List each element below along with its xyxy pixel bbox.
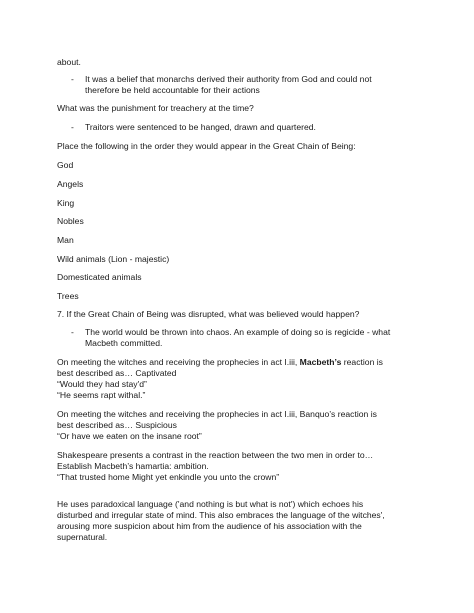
quote-line: “Or have we eaten on the insane root”: [57, 431, 202, 441]
question: What was the punishment for treachery at the time?: [57, 103, 254, 113]
quote-line: “He seems rapt withal.”: [57, 390, 146, 400]
chain-item: Trees: [57, 291, 79, 301]
text-line: about.: [57, 57, 81, 67]
bullet-text: It was a belief that monarchs derived their authority from God and could not: [85, 74, 372, 84]
chain-item: Domesticated animals: [57, 272, 142, 282]
text-span: On meeting the witches and receiving the prophecies in act I.iii,: [57, 357, 300, 367]
paragraph-line: [57, 357, 383, 368]
bullet-text: Macbeth committed.: [85, 338, 163, 348]
paragraph-line: disturbed and irregular state of mind. This also embraces the language of the witches',: [57, 510, 385, 520]
paragraph-line: Shakespeare presents a contrast in the reaction between the two men in order to…: [57, 450, 374, 460]
bullet-dash: -: [71, 122, 74, 132]
paragraph-line: arousing more suspicion about him from the audience of his association with the: [57, 521, 362, 531]
chain-item: God: [57, 160, 74, 170]
bullet-text: The world would be thrown into chaos. An example of doing so is regicide - what: [85, 327, 391, 337]
text-span: reaction is: [341, 357, 383, 367]
quote-line: “Would they had stay'd”: [57, 379, 147, 389]
bullet-dash: -: [71, 74, 74, 84]
bold-text: Macbeth’s: [299, 357, 342, 367]
paragraph-line: supernatural.: [57, 532, 108, 542]
paragraph-line: Establish Macbeth’s hamartia: ambition.: [57, 461, 209, 471]
paragraph-line: best described as… Captivated: [57, 368, 177, 378]
bullet-dash: -: [71, 327, 74, 337]
chain-item: Angels: [57, 179, 84, 189]
chain-item: King: [57, 198, 75, 208]
chain-item: Wild animals (Lion - majestic): [57, 254, 170, 264]
paragraph-line: He uses paradoxical language ('and nothing is but what is not') which echoes his: [57, 499, 364, 509]
question: 7. If the Great Chain of Being was disrupted, what was believed would happen?: [57, 309, 360, 319]
quote-line: “That trusted home Might yet enkindle you unto the crown”: [57, 472, 280, 482]
bullet-text: therefore be held accountable for their actions: [85, 85, 260, 95]
paragraph-line: best described as… Suspicious: [57, 420, 177, 430]
chain-item: Nobles: [57, 216, 84, 226]
bullet-text: Traitors were sentenced to be hanged, drawn and quartered.: [85, 122, 316, 132]
chain-item: Man: [57, 235, 74, 245]
paragraph-line: On meeting the witches and receiving the prophecies in act I.iii, Banquo’s reaction is: [57, 409, 377, 419]
question: Place the following in the order they would appear in the Great Chain of Being:: [57, 141, 356, 151]
